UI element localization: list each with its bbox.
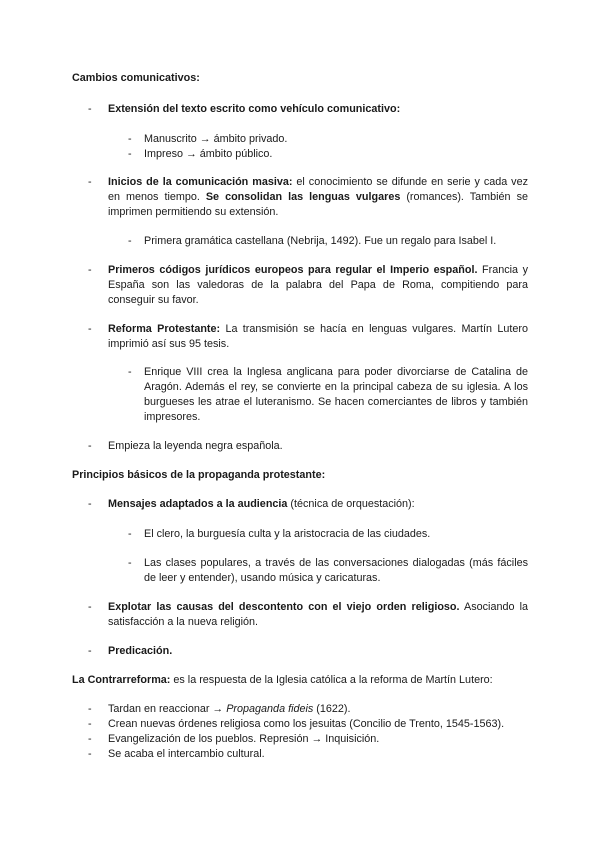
bullet-dash: - [128,366,132,378]
sub-item-text: Manuscrito → ámbito privado. [144,133,288,145]
section-title-text: es la respuesta de la Iglesia católica a la reforma de Martín Lutero: [170,674,493,686]
bullet-bold-text: Mensajes adaptados a la audiencia [108,498,288,510]
bullet-bold-text: Explotar las causas del descontento con el viejo orden religioso. [108,601,460,613]
bullet-dash: - [88,264,92,276]
section-title-propaganda: Principios básicos de la propaganda protestante: [72,469,326,481]
bullet-bold-text: Primeros códigos jurídicos europeos para regular el Imperio español. [108,264,478,276]
sub-item-text: Impreso → ámbito público. [144,148,273,160]
bullet-dash: - [88,498,92,510]
bullet-text: Asociando la satisfacción a la nueva religión. [108,601,528,628]
bullet-bold-text: Extensión del texto escrito como vehículo comunicativo: [108,103,401,115]
section-title-bold: La Contrarreforma: [72,674,171,686]
sub-item-text: Primera gramática castellana (Nebrija, 1492). Fue un regalo para Isabel I. [144,235,497,247]
bullet-bold-text: Se consolidan las lenguas vulgares [205,191,401,203]
sub-item-text: Enrique VIII crea la Inglesa anglicana para poder divorciarse de Catalina de Aragón. Además el rey, se convierte en la principal cabeza de su iglesia. A los burgueses les atrae el luteranismo. Se hacen comerciantes de libros y también impresores. [144,366,528,423]
bullet-text: Empieza la leyenda negra española. [108,440,283,452]
bullet-text: Evangelización de los pueblos. Represión → Inquisición. [108,733,380,745]
sub-item-text: El clero, la burguesía culta y la aristocracia de las ciudades. [144,528,431,540]
bullet-text: Se acaba el intercambio cultural. [108,748,265,760]
bullet-dash: - [128,235,132,247]
bullet-text: Francia y España son las valedoras de la palabra del Papa de Roma, compitiendo para conseguir su favor. [108,264,529,306]
bullet-dash: - [88,440,92,452]
bullet-text: el conocimiento se difunde en serie y cada vez en menos tiempo. [108,176,528,203]
bullet-dash: - [88,733,92,745]
bullet-bold-text: Reforma Protestante: [108,323,221,335]
bullet-text: Crean nuevas órdenes religiosa como los jesuitas (Concilio de Trento, 1545-1563). [108,718,505,730]
bullet-text: Tardan en reaccionar → [108,703,227,715]
bullet-dash: - [128,557,132,569]
bullet-dash: - [88,323,92,335]
bullet-text: (técnica de orquestación): [287,498,415,510]
bullet-dash: - [88,601,92,613]
section-title-contrarreforma [72,673,493,688]
sub-item-text: Las clases populares, a través de las conversaciones dialogadas (más fáciles de leer y entender), usando música y caricaturas. [144,557,528,584]
bullet-bold-text: Inicios de la comunicación masiva: [108,176,293,188]
bullet-text: La transmisión se hacía en lenguas vulgares. Martín Lutero imprimió así sus 95 tesis. [108,323,528,350]
section-title-cambios: Cambios comunicativos: [72,72,200,84]
bullet-dash: - [128,148,132,160]
bullet-dash: - [88,748,92,760]
bullet-text: (romances). También se imprimen permitiendo su extensión. [108,191,528,218]
bullet-dash: - [88,176,92,188]
bullet-dash: - [128,133,132,145]
bullet-dash: - [88,718,92,730]
bullet-dash: - [88,103,92,115]
bullet-text: (1622). [313,703,351,715]
bullet-dash: - [88,645,92,657]
bullet-dash: - [88,703,92,715]
bullet-bold-text: Predicación. [108,645,173,657]
bullet-dash: - [128,528,132,540]
bullet-italic-text: Propaganda fideis [226,703,314,715]
